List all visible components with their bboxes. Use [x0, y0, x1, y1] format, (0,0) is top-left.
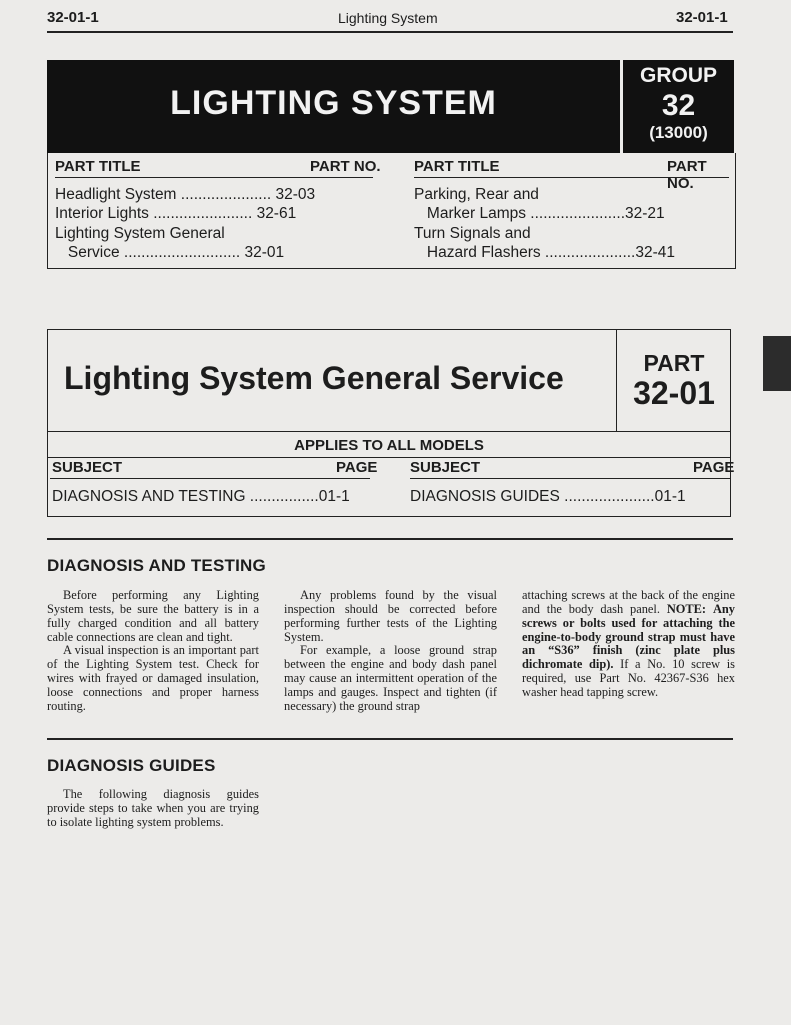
toc-entry: Marker Lamps ......................32-21 — [414, 205, 665, 222]
subject-header-right: SUBJECT — [410, 459, 481, 476]
toc-header-part-no-left: PART NO. — [310, 158, 381, 175]
part-box-divider — [48, 431, 730, 432]
part-title: Lighting System General Service — [64, 360, 564, 396]
toc-header-part-title-left: PART TITLE — [55, 158, 141, 175]
note-text: Any screws or bolts used for attaching the engine-to-body ground strap must have an “S36” finish (zinc plate plus dichromate dip). — [522, 601, 735, 672]
group-code: (13000) — [649, 123, 708, 142]
section-rule — [47, 538, 733, 540]
toc-entry: Lighting System General — [55, 225, 225, 242]
group-contents-table — [47, 153, 736, 269]
subject-rule-right — [410, 478, 730, 479]
toc-header-part-no-right: PART NO. — [667, 158, 707, 192]
note-label: NOTE: — [666, 601, 707, 616]
applies-rule — [48, 457, 730, 458]
text-column-1 — [47, 589, 259, 714]
text-column-2 — [284, 589, 497, 714]
running-header-title: Lighting System — [338, 10, 438, 26]
applies-to-label: APPLIES TO ALL MODELS — [294, 437, 484, 454]
body-text: attaching screws at the back of the engine and the body dash panel. — [522, 588, 735, 616]
section-heading: DIAGNOSIS AND TESTING — [47, 556, 266, 575]
paragraph: For example, a loose ground strap between the engine and body dash panel may cause an intermittent operation of the lamps and gauges. Inspect and tighten (if necessary) the ground strap — [284, 643, 497, 713]
group-label: GROUP — [639, 64, 717, 87]
page-header-right: PAGE — [693, 459, 735, 476]
text-column-3 — [522, 589, 735, 700]
toc-entry: Turn Signals and — [414, 225, 531, 242]
section-rule — [47, 738, 733, 740]
page-header-left: PAGE — [336, 459, 378, 476]
group-number-box — [623, 60, 734, 153]
page-number-left: 32-01-1 — [47, 9, 99, 26]
header-rule — [47, 31, 733, 33]
paragraph: Any problems found by the visual inspection should be corrected before performing further tests of the Lighting System. — [284, 588, 497, 644]
toc-entry: Interior Lights ....................... 32-61 — [55, 205, 297, 222]
paragraph — [522, 589, 735, 700]
part-header-box — [47, 329, 735, 517]
subject-entry-right: DIAGNOSIS GUIDES .....................01-1 — [410, 488, 686, 505]
paragraph: A visual inspection is an important part of the Lighting System test. Check for wires with frayed or damaged insulation, loose connections and proper harness routing. — [47, 643, 259, 713]
paragraph: Before performing any Lighting System tests, be sure the battery is in a fully charged condition and all battery cable connections are clean and tight. — [47, 588, 259, 644]
group-number: 32 — [661, 89, 696, 122]
part-number-box — [616, 330, 731, 431]
toc-entry: Headlight System ..................... 32-03 — [55, 186, 316, 203]
body-text: If a No. 10 screw is required, use Part No. 42367-S36 hex washer head tapping screw. — [522, 657, 735, 699]
subject-entry-left: DIAGNOSIS AND TESTING ................01-1 — [52, 488, 350, 505]
section-edge-tab — [763, 336, 791, 391]
subject-rule-left — [50, 478, 370, 479]
toc-rule-right — [414, 177, 729, 178]
toc-entry: Parking, Rear and — [414, 186, 539, 203]
text-column-1 — [47, 788, 259, 830]
toc-rule-left — [55, 177, 373, 178]
part-label: PART — [643, 350, 705, 376]
page-number-right: 32-01-1 — [676, 9, 728, 26]
group-banner — [47, 60, 620, 153]
section-heading: DIAGNOSIS GUIDES — [47, 756, 216, 775]
toc-header-part-title-right: PART TITLE — [414, 158, 500, 175]
subject-header-left: SUBJECT — [52, 459, 123, 476]
toc-entry: Hazard Flashers .....................32-41 — [414, 244, 676, 261]
group-title: LIGHTING SYSTEM — [170, 84, 497, 122]
paragraph: The following diagnosis guides provide steps to take when you are trying to isolate lighting system problems. — [47, 787, 259, 829]
toc-entry: Service ........................... 32-01 — [55, 244, 285, 261]
part-number: 32-01 — [633, 375, 715, 411]
